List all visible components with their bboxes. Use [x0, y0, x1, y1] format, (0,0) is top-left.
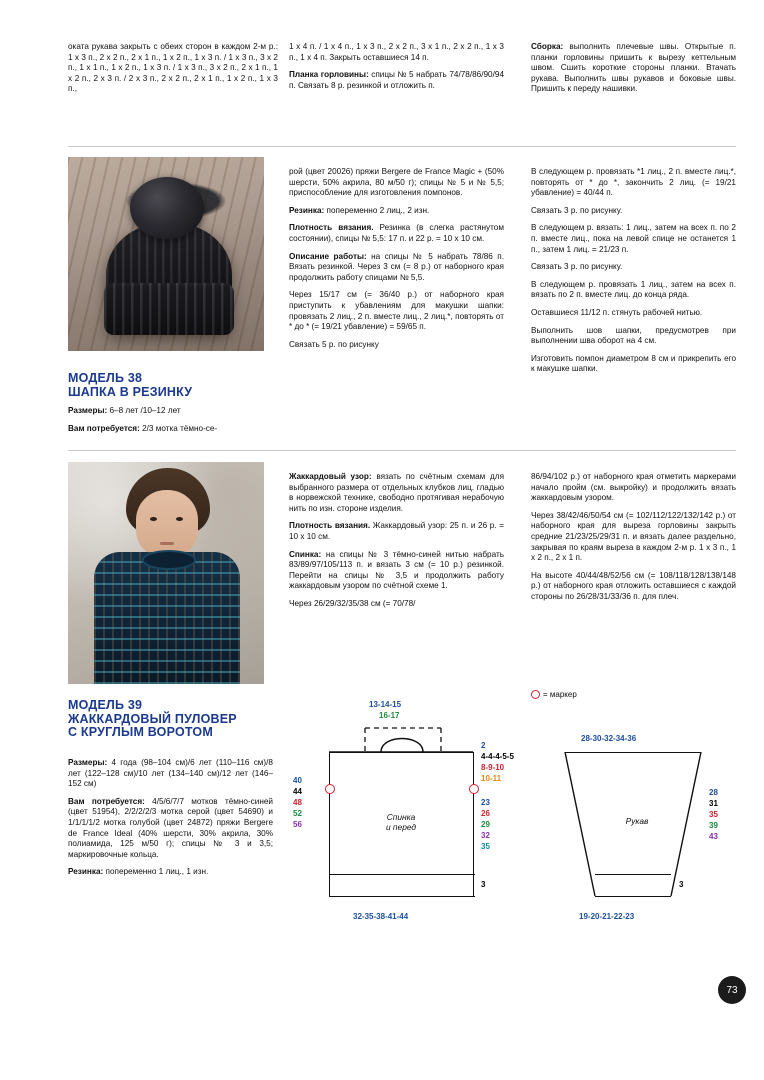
front-piece-name	[369, 812, 433, 832]
m38-c3-p1: В следующем р. провязать *1 лиц., 2 п. вместе лиц.*, повторять от * до *, закончить 2 лиц. (= 19/21 убавление) = 40/44 п.	[531, 167, 736, 198]
schematic-legend-label: = маркер	[543, 690, 577, 699]
model-38-meta	[68, 406, 268, 441]
front-left-value-3: 48	[293, 798, 302, 807]
assembly-label: Сборка:	[531, 42, 564, 51]
top-column-3	[531, 42, 736, 102]
front-right-top-value-4: 10-11	[481, 774, 502, 783]
top-col1-text: оката рукава закрыть с обеих сторон в каждом 2-м р.: 1 х 3 п., 2 х 2 п., 2 х 1 п., 1 х 2 п., 1 х 3 п. / 1 х 3 п., 3 х 2 п., 1 х 1 п., 1 х 2 п., 1 х 3 п. / 1 х 3 п., 3 х 2 п., 2 х 1 п., 1 х 2 п., 2 х 3 п. / 2 х 3 п., 2 х 2 п., 2 х 1 п., 1 х 2 п., 1 х 3 п.,	[68, 42, 278, 94]
front-right-value-4: 32	[481, 831, 490, 840]
model-39-column-2	[289, 472, 504, 617]
m38-c3-p7: Выполнить шов шапки, предусмотрев при выполнении шва оборот на 4 см.	[531, 325, 736, 346]
model-38-column-2	[289, 167, 504, 357]
top-column-2	[289, 42, 504, 98]
sleeve-right-value-1: 28	[709, 788, 718, 797]
model-39-title-line-3: С КРУГЛЫМ ВОРОТОМ	[68, 725, 213, 740]
top-col2-paragraph-2	[289, 70, 504, 91]
m39-c2-p2	[289, 521, 504, 542]
model-39-sizes-value: 4 года (98–104 см)/6 лет (110–116 см)/8 лет (122–128 см)/10 лет (134–140 см)/12 лет (146–152 см)	[68, 758, 273, 789]
front-left-value-5: 56	[293, 820, 302, 829]
sleeve-piece-name-text: Рукав	[625, 816, 649, 826]
sleeve-bottom-right-value: 3	[679, 880, 684, 889]
front-left-value-4: 52	[293, 809, 302, 818]
model-38-materials	[68, 424, 268, 435]
m39-c2-p3	[289, 550, 504, 592]
m38-c3-p3: В следующем р. вязать: 1 лиц., затем на всех п. по 2 п. вместе лиц., пока на левой спице не останется 1 п., затем 1 лиц. = 21/23 п.	[531, 223, 736, 254]
m39-c2-p2-text: Жаккардовый узор: 25 п. и 26 р. = 10 х 10 см.	[289, 521, 504, 541]
sleeve-right-value-5: 43	[709, 832, 718, 841]
front-left-value-2: 44	[293, 787, 302, 796]
hat-brim	[104, 283, 234, 335]
assembly-paragraph	[531, 42, 736, 95]
sleeve-right-value-3: 35	[709, 810, 718, 819]
m38-c2-p1-text: рой (цвет 20026) пряжи Bergere de France Magic + (50% шерсти, 50% акрила, 80 м/50 г); спицы № 5 и № 5,5; приспособление для изготовления помпонов.	[289, 167, 504, 198]
model-38-materials-value: 2/3 мотка тёмно-се-	[139, 423, 218, 433]
hat-pompom	[130, 177, 204, 239]
m38-c2-p5	[289, 290, 504, 332]
front-bottom-right-value: 3	[481, 880, 486, 889]
model-39-materials-label: Вам потребуется:	[68, 796, 145, 806]
m38-c2-p6-text: Связать 5 р. по рисунку	[289, 339, 379, 349]
model-39-meta	[68, 758, 273, 885]
child-face	[136, 490, 198, 558]
m38-c2-p3-label: Плотность вязания.	[289, 223, 374, 233]
m38-c2-p6	[289, 340, 504, 351]
model-38-materials-label: Вам потребуется:	[68, 423, 140, 433]
m39-c3-p3: На высоте 40/44/48/52/56 см (= 108/118/128/138/148 р.) от наборного края отложить оставшиеся с каждой стороны по 26/28/31/33/36 п. для плеч.	[531, 570, 736, 601]
sleeve-top-width-label: 28-30-32-34-36	[581, 734, 637, 743]
model-39-title-line-1: МОДЕЛЬ 39	[68, 698, 143, 712]
child-eye-left	[150, 517, 157, 521]
sleeve-bottom-width-label: 19-20-21-22-23	[579, 912, 635, 921]
model-39-materials-value: 4/5/6/7/7 мотков тёмно-синей (цвет 51954), 2/2/2/2/3 мотка серой (цвет 54690) и 1/1/1/1/2 мотка голубой (цвет 24872) пряжи Bergere de France Ideal (40% шерсти, 30% акрила, 30% полиамида, 125 м/50 г); спицы № 3 и 3,5; маркировочные кольца.	[68, 796, 273, 859]
m39-c2-p3-label: Спинка:	[289, 549, 322, 559]
m38-c2-p2-label: Резинка:	[289, 205, 325, 215]
front-piece-name-line-2: и перед	[385, 822, 417, 832]
m38-c3-p6: Оставшиеся 11/12 п. стянуть рабочей нитью.	[531, 307, 703, 317]
model-39-column-3	[531, 472, 736, 610]
assembly-text: выполнить плечевые швы. Открытые п. планки горловины пришить к вырезу кеттельным швом. Сшить короткие стороны планки. Втачать рукава. Выполнить швы рукавов и боковые швы. Пришить к переду нашивки.	[531, 42, 736, 94]
model-38-photo	[68, 157, 264, 351]
front-bottom-width-label: 32-35-38-41-44	[353, 912, 409, 921]
model-39-rib-label: Резинка:	[68, 867, 104, 877]
model-39-title	[68, 699, 273, 740]
schematic-sleeve	[561, 716, 723, 921]
section-divider-2	[68, 450, 736, 451]
model-38-column-3	[531, 167, 736, 382]
m39-c2-p4	[289, 599, 504, 610]
m38-c2-p2-text: попеременно 2 лиц., 2 изн.	[324, 205, 430, 215]
front-right-value-5: 35	[481, 842, 490, 851]
neck-band-text: спицы № 5 набрать 74/78/86/90/94 п. Связать 8 р. резинкой и отложить п.	[289, 70, 504, 90]
schematic-diagrams	[289, 676, 736, 936]
front-neck-width-label-1: 13-14-15	[369, 700, 402, 709]
front-neck-width-label-2: 16-17	[379, 711, 400, 720]
model-38-title-line-2: ШАПКА В РЕЗИНКУ	[68, 384, 193, 399]
m38-c3-p2: Связать 3 р. по рисунку.	[531, 205, 623, 215]
jacquard-pullover	[94, 552, 240, 684]
m39-c2-p4-text: Через 26/29/32/35/38 см (= 70/78/	[289, 598, 416, 608]
child-mouth	[160, 542, 174, 545]
page-number: 73	[726, 984, 738, 996]
m38-c3-p8: Изготовить помпон диаметром 8 см и прикрепить его к макушке шапки.	[531, 353, 736, 374]
m38-c2-p3-text: Резинка (в слегка растянутом состоянии), спицы № 5,5: 17 п. и 22 р. = 10 х 10 см.	[289, 223, 504, 243]
m39-c3-p1: 86/94/102 р.) от наборного края отметить маркерами начало пройм (см. выкройку) и продолжить вязать жаккардовым узором.	[531, 472, 736, 503]
model-38-sizes	[68, 406, 268, 417]
sleeve-right-value-4: 39	[709, 821, 718, 830]
front-piece-name-line-1: Спинка	[386, 812, 416, 822]
top-column-1	[68, 42, 278, 102]
front-left-value-1: 40	[293, 776, 302, 785]
jacquard-pattern-texture	[94, 552, 240, 684]
sleeve-piece-name	[607, 816, 667, 826]
front-rib-line	[329, 874, 475, 875]
m38-c3-p4: Связать 3 р. по рисунку.	[531, 262, 623, 272]
front-right-value-2: 26	[481, 809, 490, 818]
m39-c2-p1-label: Жаккардовый узор:	[289, 472, 372, 481]
m39-c3-p2: Через 38/42/46/50/54 см (= 102/112/122/132/142 р.) от наборного края для выреза горловины закрыть средние 21/23/25/29/31 п. и вязать далее раздельно, закрывая по краям выреза в каждом 2-м р. 1 х 3 п., 1 х 2 п., 2 х 1 п.	[531, 510, 736, 563]
page-number-badge	[718, 976, 746, 1004]
m38-c2-p4-text: на спицы № 5 набрать 78/86 п. Вязать резинкой. Через 3 см (= 8 р.) от наборного края продолжить работу спицами № 5,5.	[289, 251, 505, 282]
front-right-value-1: 23	[481, 798, 490, 807]
m38-c2-p3	[289, 223, 504, 244]
front-right-top-value-1: 2	[481, 741, 486, 750]
schematic-front-back	[293, 700, 514, 921]
round-collar	[142, 550, 196, 570]
front-right-top-value-2: 4-4-4-5-5	[481, 752, 514, 761]
m39-c2-p1	[289, 472, 504, 514]
model-39-rib-value: попеременно 1 лиц., 1 изн.	[103, 867, 209, 877]
model-39-rib	[68, 867, 273, 878]
m38-c3-p5: В следующем р. провязать 1 лиц., затем на всех п. вязать по 2 п. вместе лиц. до конца ряда.	[531, 279, 736, 300]
section-divider-1	[68, 146, 736, 147]
front-marker-right	[469, 784, 479, 794]
sleeve-right-value-2: 31	[709, 799, 718, 808]
model-38-sizes-label: Размеры:	[68, 406, 108, 415]
model-39-sizes-label: Размеры:	[68, 758, 108, 767]
model-38-title	[68, 372, 268, 399]
model-39-title-line-2: ЖАККАРДОВЫЙ ПУЛОВЕР	[68, 711, 237, 726]
front-right-top-value-3: 8-9-10	[481, 763, 505, 772]
model-38-sizes-value: 6–8 лет /10–12 лет	[107, 406, 181, 415]
m39-c2-p2-label: Плотность вязания.	[289, 521, 371, 531]
m39-c2-p3-text: на спицы № 3 тёмно-синей нитью набрать 83/89/97/105/113 п. и вязать 3 см (= 10 р.) резинкой. Перейти на спицы № 3,5 и продолжить работу жаккардовым узором по счётной схеме 1.	[289, 549, 504, 591]
model-39-sizes	[68, 758, 273, 790]
model-38-title-line-1: МОДЕЛЬ 38	[68, 371, 143, 385]
m39-c2-p1-text: вязать по счётным схемам для выбранного размера от отдельных клубков лиц. гладью в норвежской технике, свободно протягивая нерабочую нить по изн. стороне изделия.	[289, 472, 505, 513]
neck-band-label: Планка горловины:	[289, 70, 369, 80]
m38-c2-p5-text: Через 15/17 см (= 36/40 р.) от наборного края приступить к убавлениям для макушки шапки: провязать 2 лиц., 2 п. вместе лиц., 2 лиц.*, повторять от * до * (= 19/21 убавление) = 59/65 п.	[289, 290, 504, 332]
child-eye-right	[176, 517, 183, 521]
model-39-photo	[68, 462, 264, 684]
m38-c2-p2	[289, 206, 504, 217]
m38-c2-p4	[289, 252, 504, 284]
m38-c2-p1	[289, 167, 504, 199]
front-marker-left	[325, 784, 335, 794]
sleeve-outline	[561, 752, 723, 902]
hat-brim-rib-texture	[104, 283, 234, 335]
top-col2-paragraph-1: 1 х 4 п. / 1 х 4 п., 1 х 3 п., 2 х 2 п., 3 х 1 п., 2 х 2 п., 1 х 3 п., 1 х 4 п. Закрыть оставшиеся 14 п.	[289, 42, 504, 62]
front-right-value-3: 29	[481, 820, 490, 829]
front-hem-line	[329, 896, 475, 897]
m38-c2-p4-label: Описание работы:	[289, 251, 367, 261]
model-39-materials	[68, 797, 273, 861]
